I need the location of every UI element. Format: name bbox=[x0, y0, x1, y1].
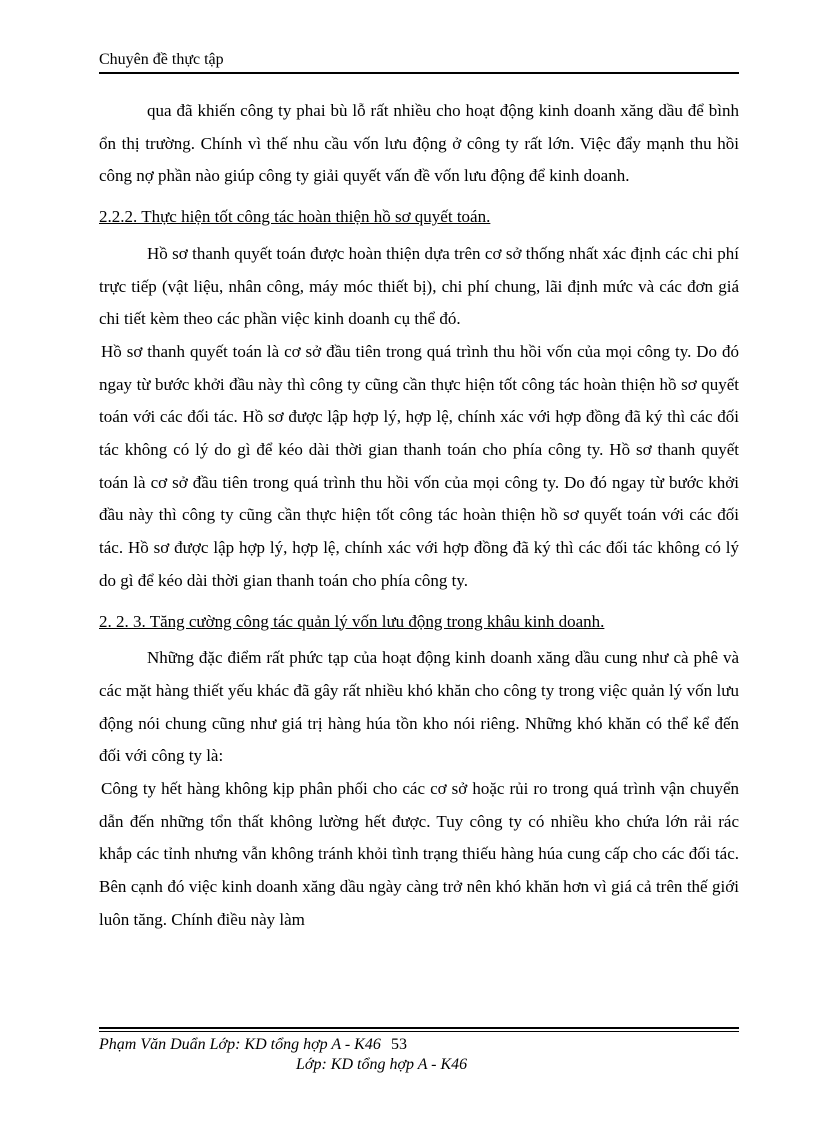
footer-rule-thin bbox=[99, 1031, 739, 1032]
document-body bbox=[99, 95, 739, 937]
page-header bbox=[99, 50, 739, 74]
paragraph: qua đã khiến công ty phai bù lỗ rất nhiều cho hoạt động kinh doanh xăng dầu để bình ổn thị trường. Chính vì thế nhu cầu vốn lưu động ở công ty rất lớn. Việc đẩy mạnh thu hồi công nợ phần nào giúp công ty giải quyết vấn đề vốn lưu động để kinh doanh. bbox=[99, 101, 739, 186]
paragraph: Những đặc điểm rất phức tạp của hoạt động kinh doanh xăng dầu cung như cà phê và các mặt hàng thiết yếu khác đã gây rất nhiều khó khăn cho công ty trong việc quản lý vốn lưu động nói chung cũng như giá trị hàng húa tồn kho nói riêng. Những khó khăn có thể kể đến đối với công ty là: bbox=[99, 648, 739, 766]
section-heading-2-2-3: 2. 2. 3. Tăng cường công tác quản lý vốn lưu động trong khâu kinh doanh. bbox=[99, 611, 605, 631]
page-number: 53 bbox=[391, 1036, 407, 1053]
section-heading-2-2-2: 2.2.2. Thực hiện tốt công tác hoàn thiện hồ sơ quyết toán. bbox=[99, 207, 491, 227]
header-title: Chuyên đề thực tập bbox=[99, 51, 224, 68]
footer-rule bbox=[99, 1027, 739, 1029]
paragraph: Công ty hết hàng không kịp phân phối cho các cơ sở hoặc rủi ro trong quá trình vận chuyển dẫn đến những tổn thất không lường hết được. Tuy công ty có nhiều kho chứa lớn rải rác khắp các tỉnh nhưng vẫn không tránh khỏi tình trạng thiếu hàng húa cung cấp cho các đối tác. Bên cạnh đó việc kinh doanh xăng dầu ngày càng trở nên khó khăn hơn vì giá cả trên thế giới luôn tăng. Chính điều này làm bbox=[99, 779, 739, 929]
paragraph: Hồ sơ thanh quyết toán là cơ sở đầu tiên trong quá trình thu hồi vốn của mọi công ty. Do đó ngay từ bước khởi đầu này thì công ty cũng cần thực hiện tốt công tác hoàn thiện hồ sơ quyết toán với các đối tác. Hồ sơ được lập hợp lý, hợp lệ, chính xác với hợp đồng đã ký thì các đối tác không có lý do gì để kéo dài thời gian thanh toán cho phía công ty. Hồ sơ thanh quyết toán là cơ sở đầu tiên trong quá trình thu hồi vốn của mọi công ty. Do đó ngay từ bước khởi đầu này thì công ty cũng cần thực hiện tốt công tác hoàn thiện hồ sơ quyết toán với các đối tác. Hồ sơ được lập hợp lý, hợp lệ, chính xác với hợp đồng đã ký thì các đối tác không có lý do gì để kéo dài thời gian thanh toán cho phía công ty. bbox=[99, 341, 739, 590]
paragraph: Hồ sơ thanh quyết toán được hoàn thiện dựa trên cơ sở thống nhất xác định các chi phí trực tiếp (vật liệu, nhân công, máy móc thiết bị), chi phí chung, lãi định mức và các đơn giá chi tiết kèm theo các phần việc kinh doanh cụ thể đó. bbox=[99, 243, 739, 329]
footer-class-line: Lớp: KD tổng hợp A - K46 bbox=[296, 1056, 468, 1073]
footer-author-line: Phạm Văn Duẩn Lớp: KD tổng hợp A - K46 bbox=[99, 1036, 381, 1053]
